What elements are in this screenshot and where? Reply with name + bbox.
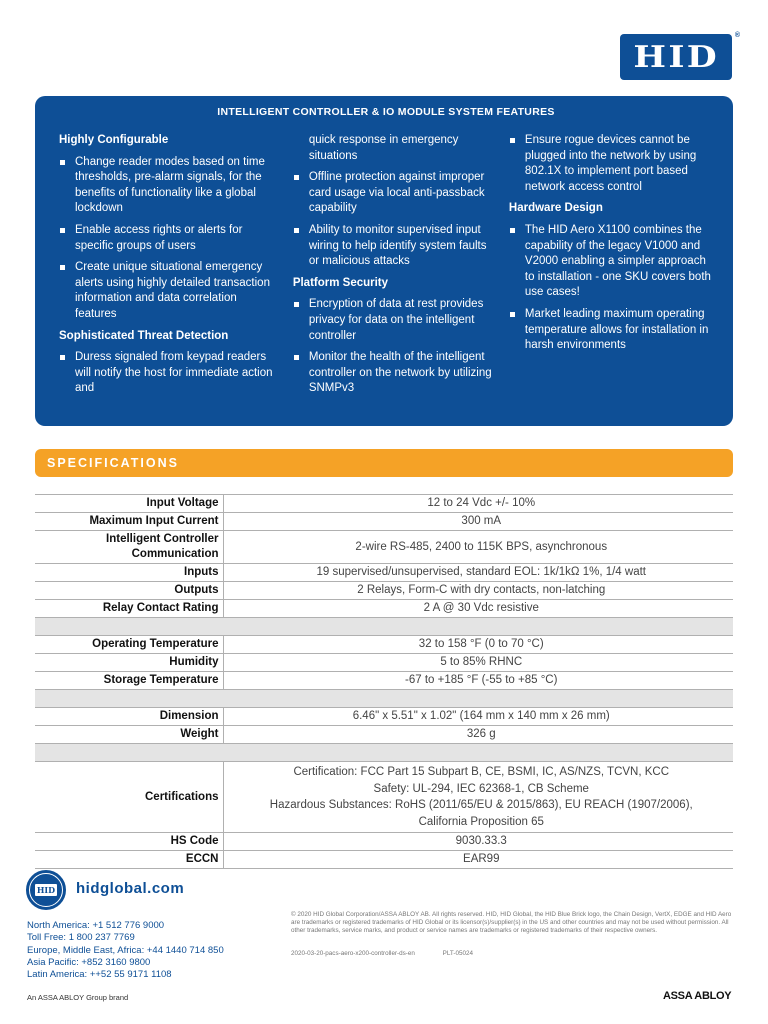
legal-notice: © 2020 HID Global Corporation/ASSA ABLOY AB. All rights reserved. HID, HID Global, the HID Blue Brick logo, the Chain Design, VertX, EDGE and HID Aero are trademarks or registered trademarks of HID Global or its licensor(s)/supplier(s) in the US and other countries and may not be used without permission. All other trademarks, service marks, and product or service names are trademarks or registered trademarks of their respective owners. xyxy=(291,911,732,934)
list-item: Offline protection against improper card usage via local anti-passback capability xyxy=(293,170,497,217)
spec-label: Operating Temperature xyxy=(35,636,223,654)
table-row xyxy=(35,564,733,582)
certification-line: Hazardous Substances: RoHS (2011/65/EU & 2015/863), EU REACH (1907/2006), xyxy=(269,799,693,811)
spec-value: 9030.33.3 xyxy=(223,833,733,851)
spec-value: 300 mA xyxy=(223,513,733,531)
group-brand-line: An ASSA ABLOY Group brand xyxy=(27,993,129,1002)
seal-ring xyxy=(29,873,63,907)
list-item: Duress signaled from keypad readers will notify the host for immediate action and xyxy=(59,350,273,397)
list-item: Market leading maximum operating temperature allows for installation in harsh environments xyxy=(509,307,713,354)
table-row xyxy=(35,708,733,726)
spec-value: 2 Relays, Form-C with dry contacts, non-latching xyxy=(223,582,733,600)
list-platform-security-continued xyxy=(509,133,713,195)
specifications-table xyxy=(35,494,733,869)
spec-label: Intelligent Controller Communication xyxy=(35,531,223,564)
list-item: The HID Aero X1100 combines the capability of the legacy V1000 and V2000 enabling a simpler approach to installation - one SKU covers both use cases! xyxy=(509,223,713,301)
specifications-header: SPECIFICATIONS xyxy=(35,449,733,477)
spec-value: 326 g xyxy=(223,726,733,744)
heading-hardware-design: Hardware Design xyxy=(508,202,603,215)
list-highly-configurable xyxy=(59,155,273,323)
spec-label: Weight xyxy=(35,726,223,744)
spec-value: 19 supervised/unsupervised, standard EOL: 1k/1kΩ 1%, 1/4 watt xyxy=(223,564,733,582)
seal-text: HID xyxy=(36,885,56,895)
spec-value: 12 to 24 Vdc +/- 10% xyxy=(223,495,733,513)
genuine-hid-seal-icon xyxy=(26,870,66,910)
features-columns xyxy=(59,133,713,403)
contact-line: Europe, Middle East, Africa: +44 1440 714 850 xyxy=(27,944,224,956)
spec-value-certifications xyxy=(223,762,733,833)
spec-label: HS Code xyxy=(35,833,223,851)
table-row xyxy=(35,762,733,833)
spec-label: Maximum Input Current xyxy=(35,513,223,531)
spec-value: 6.46" x 5.51" x 1.02" (164 mm x 140 mm x 26 mm) xyxy=(223,708,733,726)
separator-cell xyxy=(35,744,733,762)
spec-label: Humidity xyxy=(35,654,223,672)
spec-value: EAR99 xyxy=(223,851,733,869)
features-column-3 xyxy=(509,133,713,403)
table-separator xyxy=(35,690,733,708)
assa-abloy-logo: ASSA ABLOY xyxy=(663,990,732,1002)
spec-label: Storage Temperature xyxy=(35,672,223,690)
spec-value: 2 A @ 30 Vdc resistive xyxy=(223,600,733,618)
table-row xyxy=(35,672,733,690)
list-item-continuation: quick response in emergency situations xyxy=(308,134,459,162)
document-id xyxy=(291,950,499,957)
table-row xyxy=(35,654,733,672)
list-item: Enable access rights or alerts for specific groups of users xyxy=(59,223,273,254)
spec-label: Relay Contact Rating xyxy=(35,600,223,618)
table-row xyxy=(35,833,733,851)
website-link[interactable]: hidglobal.com xyxy=(76,880,185,897)
list-threat-detection xyxy=(59,350,273,397)
table-row xyxy=(35,636,733,654)
features-title: INTELLIGENT CONTROLLER & IO MODULE SYSTEM FEATURES xyxy=(217,106,555,118)
spec-label: ECCN xyxy=(35,851,223,869)
table-row xyxy=(35,495,733,513)
spec-value: 5 to 85% RHNC xyxy=(223,654,733,672)
separator-cell xyxy=(35,618,733,636)
certification-line: Safety: UL-294, IEC 62368-1, CB Scheme xyxy=(373,782,589,795)
list-item: Encryption of data at rest provides privacy for data on the intelligent controller xyxy=(293,297,497,344)
list-item: Change reader modes based on time thresholds, pre-alarm signals, for the benefits of functionality like a global lockdown xyxy=(59,155,273,217)
features-column-1 xyxy=(59,133,273,403)
table-row xyxy=(35,531,733,564)
spec-value: -67 to +185 °F (-55 to +85 °C) xyxy=(223,672,733,690)
certification-line: California Proposition 65 xyxy=(418,815,544,828)
contact-line: Asia Pacific: +852 3160 9800 xyxy=(27,956,151,968)
list-item: Ability to monitor supervised input wiring to help identify system faults or malicious attacks xyxy=(293,223,497,270)
spec-value: 2-wire RS-485, 2400 to 115K BPS, asynchronous xyxy=(223,531,733,564)
spec-label: Certifications xyxy=(35,762,223,833)
table-row xyxy=(35,851,733,869)
list-threat-detection-continued xyxy=(293,133,497,270)
list-item: Ensure rogue devices cannot be plugged into the network by using 802.1X to implement port based network access control xyxy=(509,133,713,195)
contact-line: Latin America: ++52 55 9171 1108 xyxy=(27,969,172,981)
heading-highly-configurable: Highly Configurable xyxy=(59,134,169,146)
contact-line: Toll Free: 1 800 237 7769 xyxy=(27,932,135,944)
certification-line: Certification: FCC Part 15 Subpart B, CE, BSMI, IC, AS/NZS, TCVN, KCC xyxy=(293,766,670,778)
features-column-2 xyxy=(293,133,497,403)
document-name: 2020-03-20-pacs-aero-x200-controller-ds-en xyxy=(291,950,415,957)
heading-threat-detection: Sophisticated Threat Detection xyxy=(59,329,229,342)
spec-label: Inputs xyxy=(35,564,223,582)
spec-value: 32 to 158 °F (0 to 70 °C) xyxy=(223,636,733,654)
document-code: PLT-05024 xyxy=(442,950,473,957)
spec-label: Dimension xyxy=(35,708,223,726)
hid-logo xyxy=(620,32,740,80)
table-row xyxy=(35,513,733,531)
table-separator xyxy=(35,744,733,762)
list-item: Create unique situational emergency alerts using highly detailed transaction information and data correlation features xyxy=(59,260,273,322)
spec-label: Outputs xyxy=(35,582,223,600)
list-item: Monitor the health of the intelligent controller on the network by utilizing SNMPv3 xyxy=(293,350,497,397)
contact-list xyxy=(27,920,224,981)
registered-mark: ® xyxy=(734,32,740,39)
features-panel xyxy=(35,96,733,426)
table-row xyxy=(35,600,733,618)
separator-cell xyxy=(35,690,733,708)
spec-label: Input Voltage xyxy=(35,495,223,513)
hid-logo-text: HID xyxy=(633,39,719,75)
list-hardware-design xyxy=(509,223,713,354)
contact-line: North America: +1 512 776 9000 xyxy=(27,920,165,931)
table-separator xyxy=(35,618,733,636)
table-row xyxy=(35,726,733,744)
heading-platform-security: Platform Security xyxy=(292,276,389,289)
list-platform-security xyxy=(293,297,497,397)
table-row xyxy=(35,582,733,600)
